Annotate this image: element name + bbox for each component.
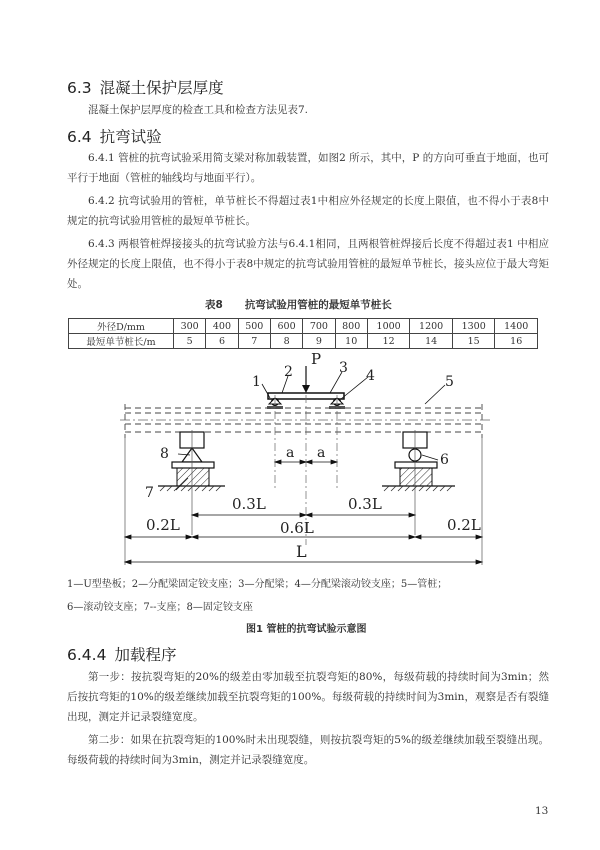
figure-legend-line-2: 6—滚动铰支座；7--支座；8—固定铰支座 — [67, 602, 253, 613]
paragraph-6-4-3: 6.4.3 两根管桩焊接接头的抗弯试验方法与6.4.1相同，且两根管桩焊接后长度不得超过表1 中相应外径规定的长度上限值，也不得小于表8中规定的抗弯试验用管桩的最短单节桩长，接头应位于最大弯矩处。 — [67, 238, 549, 290]
bending-test-diagram — [0, 340, 600, 575]
table-cell-label: 最短单节桩长/m — [69, 334, 174, 349]
section-6-4-4-heading: 6.4.4 加载程序 — [67, 646, 177, 664]
table-cell: 800 — [335, 319, 367, 334]
table-cell: 400 — [206, 319, 238, 334]
dim-0-6l-label: 0.6L — [280, 519, 314, 537]
dim-a-left-label: a — [286, 445, 295, 461]
label-4: 4 — [366, 368, 375, 384]
section-6-3-text: 混凝土保护层厚度的检查工具和检查方法见表7. — [88, 104, 309, 116]
table-cell: 7 — [238, 334, 270, 349]
dim-l-label: L — [296, 542, 307, 561]
label-5: 5 — [445, 374, 454, 390]
section-6-3-heading: 6.3 混凝土保护层厚度 — [67, 79, 224, 97]
table-cell: 700 — [303, 319, 335, 334]
table-cell: 9 — [303, 334, 335, 349]
label-8: 8 — [160, 446, 169, 462]
table-cell: 1000 — [367, 319, 410, 334]
dim-a-right-label: a — [317, 445, 326, 461]
loading-step-1: 第一步：按抗裂弯矩的20%的级差由零加载至抗裂弯矩的80%，每级荷载的持续时间为3min；然后按抗弯矩的10%的级差继续加载至抗裂弯矩的100%。每级荷载的持续时间为3min，观察是否有裂缝出现，测定并记录裂缝宽度。 — [67, 671, 549, 723]
label-6: 6 — [440, 452, 449, 468]
dim-0-2l-right-label: 0.2L — [447, 516, 481, 534]
loading-step-2: 第二步：如果在抗裂弯矩的100%时未出现裂缝，则按抗裂弯矩的5%的级差继续加载至裂缝出现。每级荷载的持续时间为3min，测定并记录裂缝宽度。 — [67, 734, 549, 766]
label-3: 3 — [339, 360, 348, 376]
dim-0-3l-right-label: 0.3L — [348, 495, 382, 513]
table-cell: 12 — [367, 334, 410, 349]
table-cell: 8 — [270, 334, 302, 349]
table-row-diameter — [69, 319, 538, 334]
label-7: 7 — [145, 485, 154, 501]
label-1: 1 — [252, 374, 261, 390]
table-cell: 16 — [495, 334, 538, 349]
table-cell: 14 — [410, 334, 453, 349]
dim-0-2l-left-label: 0.2L — [146, 516, 180, 534]
load-arrowhead — [302, 385, 310, 393]
table-cell: 1300 — [452, 319, 495, 334]
table-cell: 10 — [335, 334, 367, 349]
load-label-p: P — [311, 350, 322, 368]
paragraph-6-4-1: 6.4.1 管桩的抗弯试验采用简支梁对称加载装置，如图2 所示，其中，P 的方向可垂直于地面，也可平行于地面（管桩的轴线均与地面平行）。 — [67, 152, 549, 184]
table-cell: 5 — [174, 334, 206, 349]
table-cell: 300 — [174, 319, 206, 334]
table-8-caption: 表8 抗弯试验用管桩的最短单节桩长 — [205, 299, 392, 311]
label-2: 2 — [284, 364, 293, 380]
table-cell: 500 — [238, 319, 270, 334]
pipe-pile — [125, 404, 482, 438]
table-cell: 15 — [452, 334, 495, 349]
table-cell: 600 — [270, 319, 302, 334]
table-cell: 6 — [206, 334, 238, 349]
table-cell-label: 外径D/mm — [69, 319, 174, 334]
figure-caption: 图1 管桩的抗弯试验示意图 — [246, 624, 367, 635]
dim-0-3l — [192, 513, 415, 517]
page-number: 13 — [535, 805, 549, 817]
table-cell: 1200 — [410, 319, 453, 334]
section-6-4-heading: 6.4 抗弯试验 — [67, 128, 162, 146]
figure-legend-line-1: 1—U型垫板；2—分配梁固定铰支座；3—分配梁；4—分配梁滚动铰支座；5—管桩； — [67, 579, 448, 590]
dim-0-3l-left-label: 0.3L — [232, 495, 266, 513]
paragraph-6-4-2: 6.4.2 抗弯试验用的管桩，单节桩长不得超过表1中相应外径规定的长度上限值，也不得小于表8中规定的抗弯试验用管桩的最短单节桩长。 — [67, 195, 549, 227]
table-cell: 1400 — [495, 319, 538, 334]
